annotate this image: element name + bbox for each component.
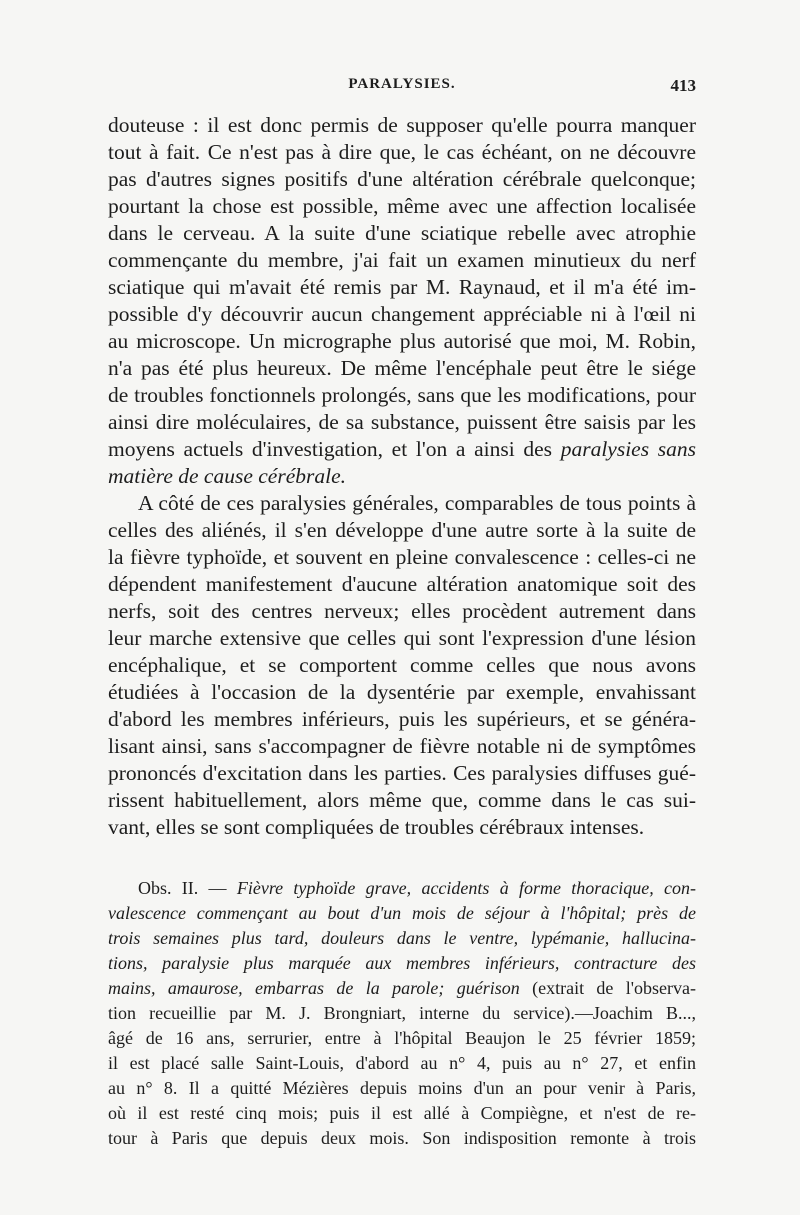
text-line: au microscope. Un micrographe plus autorisé que moi, M. Robin, [108,329,696,353]
observation-line [108,976,696,1001]
text-line: douteuse : il est donc permis de supposer qu'elle pourra manquer [108,113,696,137]
observation-line: tour à Paris que depuis deux mois. Son indisposition remonte à trois [108,1128,696,1148]
italic-phrase: mains, amaurose, embarras de la parole; guérison [108,978,520,998]
observation-line [108,901,696,926]
text-line: d'abord les membres inférieurs, puis les supérieurs, et se généra- [108,707,696,731]
text-line: prononcés d'excitation dans les parties. Ces paralysies diffuses gué- [108,761,696,785]
italic-phrase: Fièvre typhoïde grave, accidents à forme thoracique, con- [236,878,697,898]
text-line: sciatique qui m'avait été remis par M. Raynaud, et il m'a été im- [108,275,696,299]
text-line: lisant ainsi, sans s'accompagner de fièvre notable ni de symptômes [108,734,696,758]
observation-label: Obs. II. — [138,878,237,898]
observation-line: au n° 8. Il a quitté Mézières depuis moins d'un an pour venir à Paris, [108,1078,696,1098]
running-title: PARALYSIES. [348,76,456,92]
page-header [108,76,696,106]
italic-phrase: matière de cause cérébrale. [108,464,347,488]
page-number: 413 [670,76,696,95]
observation-line [108,876,696,901]
observation-block [108,876,696,1151]
text-line: la fièvre typhoïde, et souvent en pleine convalescence : celles-ci ne [108,545,696,569]
text-line: leur marche extensive que celles qui sont l'expression d'une lésion [108,626,696,650]
text-line: dépendent manifestement d'aucune altération anatomique soit des [108,572,696,596]
text-line: possible d'y découvrir aucun changement appréciable ni à l'œil ni [108,302,696,326]
text-line [108,436,696,463]
text-line: nerfs, soit des centres nerveux; elles procèdent autrement dans [108,599,696,623]
observation-line: il est placé salle Saint-Louis, d'abord au n° 4, puis au n° 27, et enfin [108,1053,696,1073]
text-line: tout à fait. Ce n'est pas à dire que, le cas échéant, on ne découvre [108,140,696,164]
observation-line: où il est resté cinq mois; puis il est allé à Compiègne, et n'est de re- [108,1103,696,1123]
text-line: n'a pas été plus heureux. De même l'encéphale peut être le siége [108,356,696,380]
text-fragment: moyens actuels d'investigation, et l'on a ainsi des [108,437,561,461]
text-line: de troubles fonctionnels prolongés, sans que les modifications, pour [108,383,696,407]
text-line: pas d'autres signes positifs d'une altération cérébrale quelconque; [108,167,696,191]
text-line: vant, elles se sont compliquées de troubles cérébraux intenses. [108,815,645,839]
main-text [108,112,696,841]
observation-line [108,951,696,976]
text-line: commençante du membre, j'ai fait un examen minutieux du nerf [108,248,696,272]
text-line: ainsi dire moléculaires, de sa substance, puissent être saisis par les [108,410,696,434]
text-line: pourtant la chose est possible, même avec une affection localisée [108,194,696,218]
text-line: étudiées à l'occasion de la dysentérie par exemple, envahissant [108,680,696,704]
text-line: dans le cerveau. A la suite d'une sciatique rebelle avec atrophie [108,221,696,245]
italic-phrase: tions, paralysie plus marquée aux membres inférieurs, contracture des [108,953,696,973]
observation-line: âgé de 16 ans, serrurier, entre à l'hôpital Beaujon le 25 février 1859; [108,1028,696,1048]
italic-phrase: trois semaines plus tard, douleurs dans le ventre, lypémanie, hallucina- [108,928,696,948]
text-fragment: (extrait de l'observa- [519,978,696,998]
italic-phrase: valescence commençant au bout d'un mois de séjour à l'hôpital; près de [108,903,696,923]
italic-phrase: paralysies sans [560,437,696,461]
text-line: rissent habituellement, alors même que, comme dans le cas sui- [108,788,696,812]
text-line: A côté de ces paralysies générales, comparables de tous points à [138,491,696,515]
text-line: celles des aliénés, il s'en développe d'une autre sorte à la suite de [108,518,696,542]
observation-line [108,926,696,951]
observation-line: tion recueillie par M. J. Brongniart, interne du service).—Joachim B..., [108,1003,696,1023]
text-line: encéphalique, et se comportent comme celles que nous avons [108,653,696,677]
text-line [108,463,696,490]
